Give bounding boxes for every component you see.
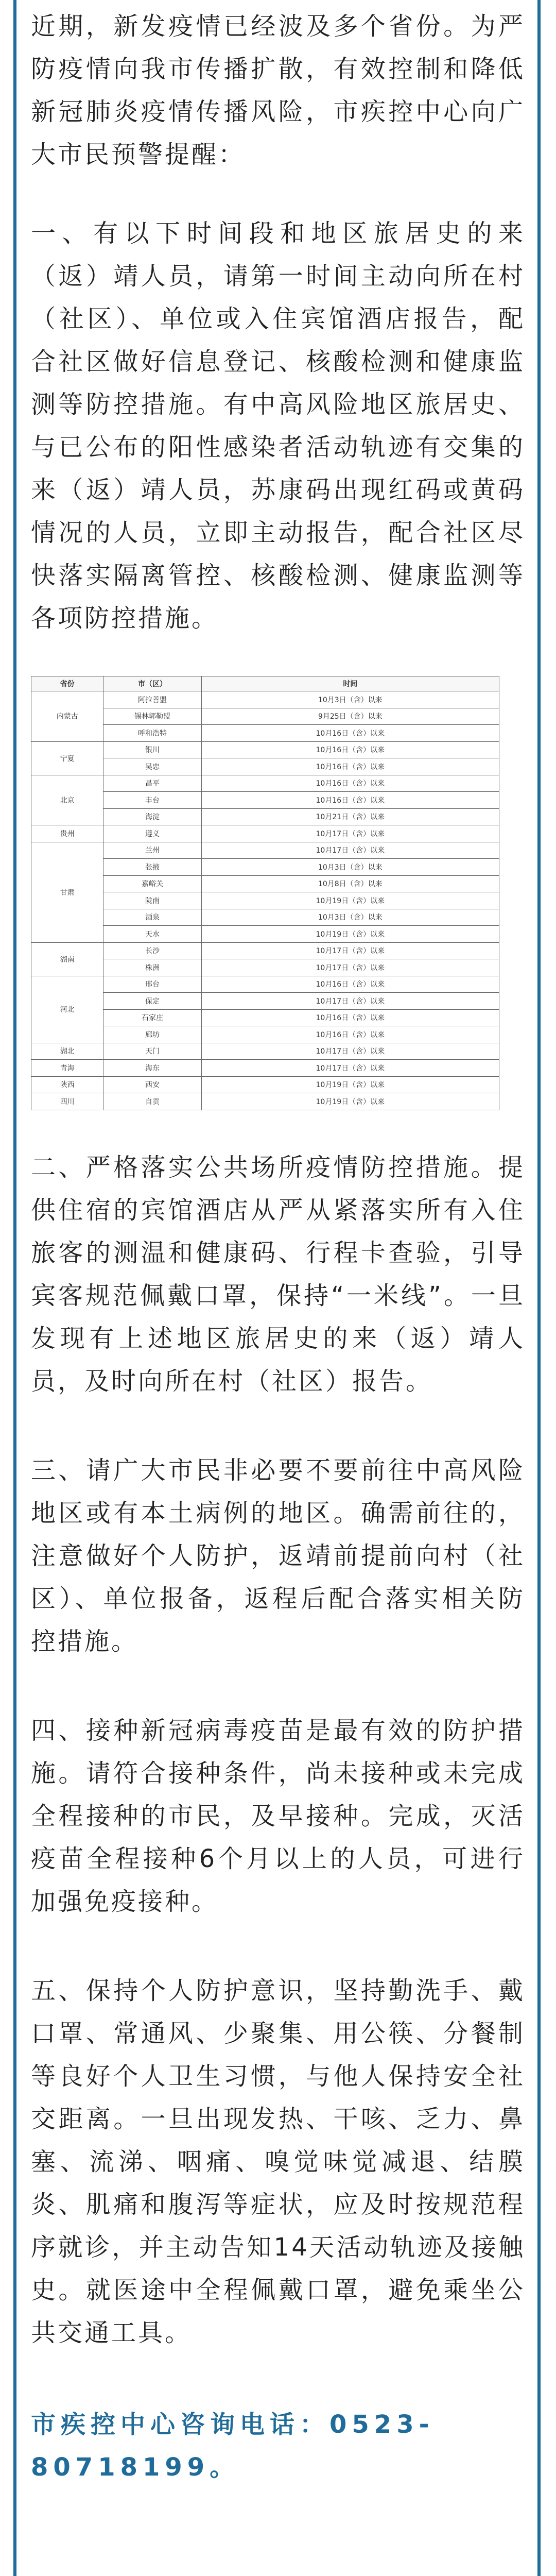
city-cell: 株洲 [103,959,201,976]
city-cell: 西安 [103,1076,201,1093]
city-cell: 张掖 [103,859,201,876]
city-cell: 邢台 [103,976,201,993]
time-cell: 9月25日（含）以来 [201,708,499,725]
city-cell: 石家庄 [103,1009,201,1026]
intro-paragraph: 近期，新发疫情已经波及多个省份。为严防疫情向我市传播扩散，有效控制和降低新冠肺炎疫情传播风险，市疾控中心向广大市民预警提醒： [31,12,525,169]
city-cell: 丰台 [103,792,201,809]
province-cell: 四川 [31,1093,103,1110]
table-row [31,1043,499,1060]
item-1-paragraph: 一、有以下时间段和地区旅居史的来（返）靖人员，请第一时间主动向所在村（社区）、单位或入住宾馆酒店报告，配合社区做好信息登记、核酸检测和健康监测等防控措施。有中高风险地区旅居史、与已公布的阳性感染者活动轨迹有交集的来（返）靖人员，苏康码出现红码或黄码情况的人员，立即主动报告，配合社区尽快落实隔离管控、核酸检测、健康监测等各项防控措施。 [31,219,525,633]
table-row [31,775,499,792]
table-body [31,691,499,1110]
city-cell: 保定 [103,993,201,1010]
header-province: 省份 [31,676,103,691]
time-cell: 10月17日（含）以来 [201,1043,499,1060]
time-cell: 10月19日（含）以来 [201,1093,499,1110]
city-cell: 阿拉善盟 [103,691,201,708]
time-cell: 10月3日（含）以来 [201,859,499,876]
table-row [31,1076,499,1093]
time-cell: 10月17日（含）以来 [201,959,499,976]
province-cell: 湖南 [31,942,103,976]
table-row [31,842,499,859]
contact-phone: 市疾控中心咨询电话：0523-80718199。 [31,2410,435,2482]
province-cell: 北京 [31,775,103,825]
table-row [31,942,499,959]
time-cell: 10月19日（含）以来 [201,926,499,943]
city-cell: 海淀 [103,808,201,825]
city-cell: 酒泉 [103,909,201,926]
table-row [31,741,499,758]
city-cell: 锡林郭勒盟 [103,708,201,725]
province-cell: 陕西 [31,1076,103,1093]
city-cell: 天门 [103,1043,201,1060]
city-cell: 兰州 [103,842,201,859]
time-cell: 10月21日（含）以来 [201,808,499,825]
table-row [31,1060,499,1077]
time-cell: 10月16日（含）以来 [201,976,499,993]
table-row [31,1093,499,1110]
time-cell: 10月8日（含）以来 [201,875,499,892]
time-cell: 10月16日（含）以来 [201,725,499,742]
city-cell: 长沙 [103,942,201,959]
province-cell: 宁夏 [31,741,103,775]
time-cell: 10月16日（含）以来 [201,741,499,758]
city-cell: 天水 [103,926,201,943]
time-cell: 10月3日（含）以来 [201,691,499,708]
city-cell: 海东 [103,1060,201,1077]
item-2-paragraph: 二、严格落实公共场所疫情防控措施。提供住宿的宾馆酒店从严从紧落实所有入住旅客的测温和健康码、行程卡查验，引导宾客规范佩戴口罩，保持“一米线”。一旦发现有上述地区旅居史的来（返）靖人员，及时向所在村（社区）报告。 [31,1153,525,1396]
table-row [31,691,499,708]
item-5-paragraph: 五、保持个人防护意识，坚持勤洗手、戴口罩、常通风、少聚集、用公筷、分餐制等良好个人卫生习惯，与他人保持安全社交距离。一旦出现发热、干咳、乏力、鼻塞、流涕、咽痛、嗅觉味觉减退、结膜炎、肌痛和腹泻等症状，应及时按规范程序就诊，并主动告知14天活动轨迹及接触史。就医途中全程佩戴口罩，避免乘坐公共交通工具。 [31,1976,525,2347]
time-cell: 10月19日（含）以来 [201,892,499,909]
province-cell: 甘肃 [31,842,103,942]
time-cell: 10月17日（含）以来 [201,825,499,842]
table-row [31,825,499,842]
time-cell: 10月16日（含）以来 [201,1026,499,1043]
province-cell: 河北 [31,976,103,1043]
risk-area-table [31,676,499,1110]
city-cell: 吴忠 [103,758,201,775]
header-time: 时间 [201,676,499,691]
time-cell: 10月16日（含）以来 [201,1009,499,1026]
time-cell: 10月16日（含）以来 [201,792,499,809]
header-city: 市（区） [103,676,201,691]
time-cell: 10月16日（含）以来 [201,775,499,792]
time-cell: 10月17日（含）以来 [201,993,499,1010]
item-4-paragraph: 四、接种新冠病毒疫苗是最有效的防护措施。请符合接种条件，尚未接种或未完成全程接种的市民，及早接种。完成，灭活疫苗全程接种6个月以上的人员，可进行加强免疫接种。 [31,1716,525,1916]
time-cell: 10月17日（含）以来 [201,842,499,859]
city-cell: 呼和浩特 [103,725,201,742]
city-cell: 银川 [103,741,201,758]
province-cell: 内蒙古 [31,691,103,742]
table-row [31,976,499,993]
time-cell: 10月17日（含）以来 [201,942,499,959]
article-content [31,0,525,2489]
city-cell: 廊坊 [103,1026,201,1043]
item-3-paragraph: 三、请广大市民非必要不要前往中高风险地区或有本土病例的地区。确需前往的，注意做好个人防护，返靖前提前向村（社区）、单位报备，返程后配合落实相关防控措施。 [31,1455,525,1656]
province-cell: 湖北 [31,1043,103,1060]
city-cell: 陇南 [103,892,201,909]
province-cell: 青海 [31,1060,103,1077]
time-cell: 10月16日（含）以来 [201,758,499,775]
province-cell: 贵州 [31,825,103,842]
city-cell: 遵义 [103,825,201,842]
time-cell: 10月19日（含）以来 [201,1076,499,1093]
risk-area-table-wrap [31,676,499,1110]
table-header-row [31,676,499,691]
city-cell: 嘉峪关 [103,875,201,892]
city-cell: 昌平 [103,775,201,792]
time-cell: 10月17日（含）以来 [201,1060,499,1077]
time-cell: 10月3日（含）以来 [201,909,499,926]
city-cell: 自贡 [103,1093,201,1110]
